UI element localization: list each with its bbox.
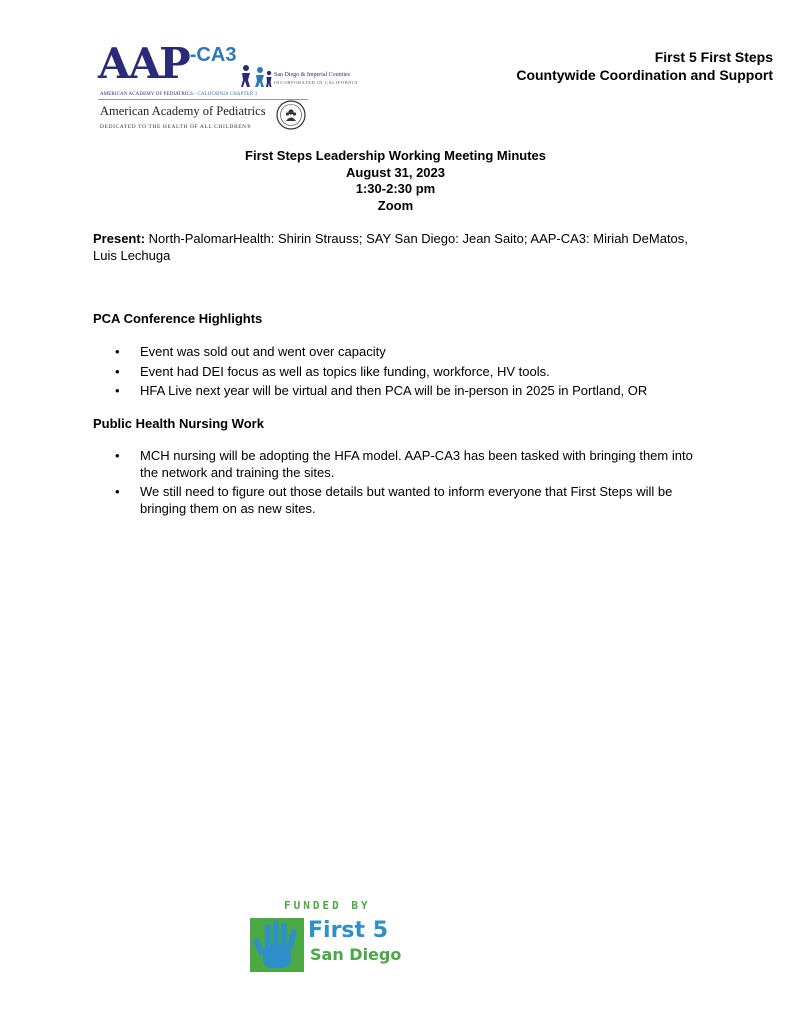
logo-wordmark — [98, 39, 237, 88]
section-heading: PCA Conference Highlights — [93, 311, 263, 326]
hand-print-icon — [248, 916, 306, 974]
children-figures-icon — [240, 64, 272, 88]
meeting-time: 1:30-2:30 pm — [355, 181, 436, 196]
meeting-date: August 31, 2023 — [346, 164, 445, 180]
logo-ca3-text: -CA3 — [189, 44, 237, 66]
funded-by-label: FUNDED BY — [284, 899, 371, 912]
first5-city: San Diego — [310, 945, 402, 964]
logo-incorporated-line: INCORPORATED IN CALIFORNIA — [274, 80, 359, 85]
meeting-title-block — [0, 148, 791, 214]
aap-ca3-logo — [98, 39, 359, 136]
logo-chapter-a: AMERICAN ACADEMY OF PEDIATRICS - — [100, 92, 198, 97]
bullet-list — [93, 344, 693, 403]
list-item: • HFA Live next year will be virtual and then PCA will be in-person in 2025 in Portland, OR — [93, 383, 693, 400]
list-item: • MCH nursing will be adopting the HFA model. AAP-CA3 has been tasked with bringing them into the network and training the sites. — [93, 448, 693, 481]
section-heading: Public Health Nursing Work — [93, 416, 264, 431]
logo-org-name: American Academy of Pediatrics — [100, 104, 266, 118]
attendees-list: North-PalomarHealth: Shirin Strauss; SAY San Diego: Jean Saito; AAP-CA3: Miriah DeMatos, Luis Lechuga — [93, 231, 688, 263]
header-program-name: First 5 First Steps — [654, 49, 773, 65]
logo-region-line: San Diego & Imperial Counties — [274, 72, 350, 78]
logo-chapter-b: CALIFORNIA CHAPTER 3 — [197, 92, 258, 97]
logo-chapter-line — [100, 92, 257, 97]
meeting-location: Zoom — [377, 197, 414, 213]
logo-aap-text: AAP — [98, 39, 189, 88]
meeting-title: First Steps Leadership Working Meeting Minutes — [245, 148, 546, 163]
header-program-subtitle: Countywide Coordination and Support — [516, 67, 773, 83]
document-header — [516, 48, 773, 84]
first5-name: First 5 — [308, 918, 388, 943]
list-item: • Event had DEI focus as well as topics like funding, workforce, HV tools. — [93, 364, 693, 381]
funded-by-logo — [248, 896, 408, 976]
aap-seal-icon — [276, 100, 306, 130]
logo-tagline: DEDICATED TO THE HEALTH OF ALL CHILDREN® — [100, 124, 252, 130]
list-item: • We still need to figure out those details but wanted to inform everyone that First Steps will be bringing them on as new sites. — [93, 484, 693, 517]
list-item: • Event was sold out and went over capacity — [93, 344, 693, 361]
attendees-paragraph — [93, 231, 713, 264]
bullet-list — [93, 448, 693, 520]
attendees-label: Present: — [93, 231, 146, 246]
